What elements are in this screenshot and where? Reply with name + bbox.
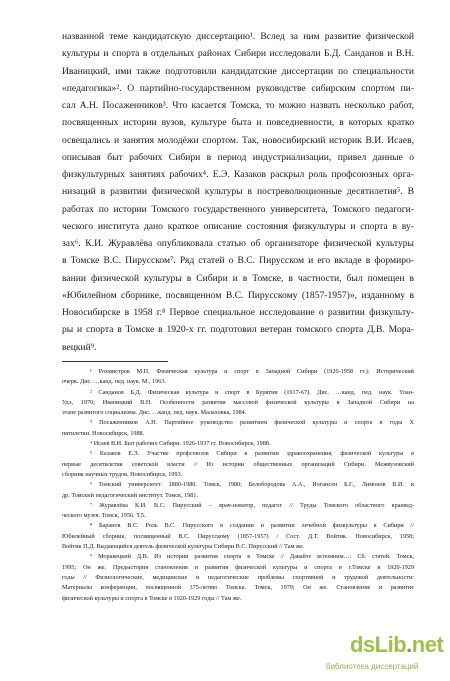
footnote-text: Материалы конференции, посвященной 375-летию Томска. Томск, 1979; Он же. Становление и развитие bbox=[62, 584, 414, 592]
footnote-text: Юбилейный сборник, посвященный В.С. Пирусскому (1857-1957) / Сост. Д.Т. Войтик. Новосибирск, 1958; bbox=[62, 532, 414, 540]
body-line: культуры и спорта в отдельных районах Сибири исследовали Б.Д. Санданов и В.Н. bbox=[62, 48, 414, 60]
footnote-text: пятилетки. Новосибирск, 1988. bbox=[62, 429, 145, 437]
watermark-logo bbox=[350, 632, 443, 658]
watermark-logo-tld: net bbox=[411, 632, 444, 657]
body-line: зах⁶. К.И. Журавлёва опубликовала статью об организаторе физической культуры bbox=[62, 238, 414, 249]
footnote-text: др. Томский педагогический институт. Томск, 1981. bbox=[62, 491, 198, 499]
body-line: сал А.Н. Посаженников³. Что касается Томска, то можно назвать несколько работ, bbox=[62, 100, 414, 111]
footnote-text: ⁴ Исаев В.И. Быт рабочих Сибири. 1926-1937 гг. Новосибирск, 1988. bbox=[90, 440, 271, 448]
footnote-text: Удэ, 1970; Иваницкий В.Н. Особенности развития массовой физической культуры в Западной Сибири на bbox=[62, 398, 414, 406]
footnotes bbox=[62, 367, 414, 604]
footnote-line bbox=[62, 480, 414, 490]
body-line: низаций в развитии физической культуры в постреволюционные десятилетия⁵. В bbox=[62, 186, 414, 198]
footnote-text: ⁵ Казаков Е.Э. Участие профсоюзов Сибири в развитии здравоохранения, физической культуры в bbox=[90, 450, 414, 458]
body-line: названной теме кандидатскую диссертацию¹. Вслед за ним развитие физической bbox=[62, 31, 414, 42]
footnote-text: ² Санданов Б.Д. Физическая культура и спорт в Бурятии (1917-67). Дис. …канд. пед. наук. Улан- bbox=[90, 388, 414, 396]
body-line: освещались и занятия молодёжи спортом. Так, новосибирский историк В.И. Исаев, bbox=[62, 134, 414, 146]
watermark-logo-dot: . bbox=[406, 632, 412, 657]
footnote-text: физической культуры и спорта в Томске в 1920-1929 годы // Там же. bbox=[62, 594, 242, 602]
footnote-line bbox=[62, 408, 414, 418]
footnote-text: Войтик П.Д. Выдающийся деятель физической культуры Сибири В.С. Пирусский // Там же. bbox=[62, 543, 305, 551]
footnote-line bbox=[62, 367, 414, 377]
body-line: посвященных истории вузов, культуре быта и повседневности, в которых кратко bbox=[62, 117, 414, 129]
footnote-text: 1995; Он же. Предыстория становления и развития физической культуры и спорта в г.Томске в 1920-1929 bbox=[62, 563, 414, 571]
footnote-text: ⁹ Моравецкий Д.В. Из истории развития спорта в Томске // Давайте вспомним…: Сб. статей. Томск, bbox=[90, 553, 414, 561]
body-line: физкультурных занятиях рабочих⁴. Е.Э. Казаков раскрыл роль профсоюзных орга- bbox=[62, 169, 414, 180]
body-line: Новосибирске в 1958 г.⁸ Первое специальное исследование о развитии физкульту- bbox=[62, 307, 414, 318]
footnote-line bbox=[62, 377, 414, 387]
footnote-text: ¹ Рохмистров М.П. Физическая культура и спорт в Западной Сибири (1920-1958 гг.): Исторический bbox=[90, 368, 414, 375]
footnote-text: первые десятилетия советской власти // Из истории общественных организаций Сибири. Межвузовский bbox=[62, 460, 414, 468]
footnote-line bbox=[62, 552, 414, 562]
footnote-line bbox=[62, 563, 414, 573]
footnote-line bbox=[62, 521, 414, 531]
footnote-separator bbox=[62, 361, 168, 362]
footnote-line bbox=[62, 418, 414, 428]
body-line: в Томске В.С. Пирусском⁷. Ряд статей о В.С. Пирусском и его вкладе в формиро- bbox=[62, 255, 414, 267]
footnote-text: этапе развитого социализма. Дис. …канд. пед. наук. Малаховка, 1984. bbox=[62, 409, 247, 417]
body-line: «педагогика»². О партийно-государственном руководстве сибирским спортом пи- bbox=[62, 82, 414, 94]
footnote-line bbox=[62, 511, 414, 521]
watermark-subtitle: библиотека диссертаций bbox=[326, 662, 419, 671]
footnote-line bbox=[62, 388, 414, 398]
footnote-line bbox=[62, 594, 414, 604]
body-line: вецкий⁹. bbox=[62, 341, 97, 353]
footnote-text: сборник научных трудов. Новосибирск, 1993. bbox=[62, 470, 183, 478]
body-line: «Юбилейном сборнике, посвященном В.С. Пирусскому (1857-1957)», изданному в bbox=[62, 289, 414, 301]
body-line: работах по истории Томского государственного университета, Томского педагоги- bbox=[62, 203, 414, 215]
footnote-line bbox=[62, 573, 414, 583]
footnote-line bbox=[62, 491, 414, 501]
footnote-line bbox=[62, 460, 414, 470]
footnote-text: ⁸ Баранов В.С. Роль В.С. Пирусского в создании и развитии лечебной физкультуры в Сибири // bbox=[90, 522, 414, 530]
footnote-text: ⁷ Журавлёва К.И. В.С. Пирусский – врач-новатор, педагог // Труды Томского областного краевед- bbox=[90, 501, 414, 509]
body-line: Иваницкий, ими также подготовили кандидатские диссертации по специальности bbox=[62, 65, 414, 77]
body-line: описывая быт рабочих Сибири в период индустриализации, привел данные о bbox=[62, 151, 414, 163]
dslib-watermark[interactable] bbox=[326, 632, 444, 678]
footnote-text: ³ Посаженников А.Н. Партийное руководство развитием физической культуры и спорта в годы X bbox=[90, 419, 414, 427]
footnote-text: ческого музея. Томск, 1956. Т.5. bbox=[62, 512, 146, 520]
footnote-line bbox=[62, 532, 414, 542]
watermark-logo-main: dsLib bbox=[350, 632, 407, 657]
footnote-text: годы // Физиологические, медицинские и педагогические проблемы спортивной и трудовой деятельности: bbox=[62, 573, 414, 581]
main-text bbox=[62, 28, 414, 356]
footnote-line bbox=[62, 449, 414, 459]
footnote-text: очерк. Дис. …канд. пед. наук. М., 1963. bbox=[62, 378, 166, 386]
footnote-line bbox=[62, 470, 414, 480]
footnote-text: ⁶ Томский университет. 1880-1980. Томск, 1980; Белобородова А.А., Иогансен Б.Г., Лимонов В.И. и bbox=[90, 481, 414, 489]
footnote-line bbox=[62, 429, 414, 439]
footnote-line bbox=[62, 542, 414, 552]
body-line: ры и спорта в Томске в 1920-х гг. подготовил ветеран томского спорта Д.В. Мора- bbox=[62, 324, 414, 336]
footnote-line bbox=[62, 501, 414, 511]
footnote-line bbox=[62, 583, 414, 593]
footnote-line bbox=[62, 439, 414, 449]
body-line: вании физической культуры в Сибири и в Томске, в частности, был помещен в bbox=[62, 272, 414, 284]
body-line: ческого института дано краткое описание состояния физкультуры и спорта в ву- bbox=[62, 220, 414, 232]
footnote-line bbox=[62, 398, 414, 408]
